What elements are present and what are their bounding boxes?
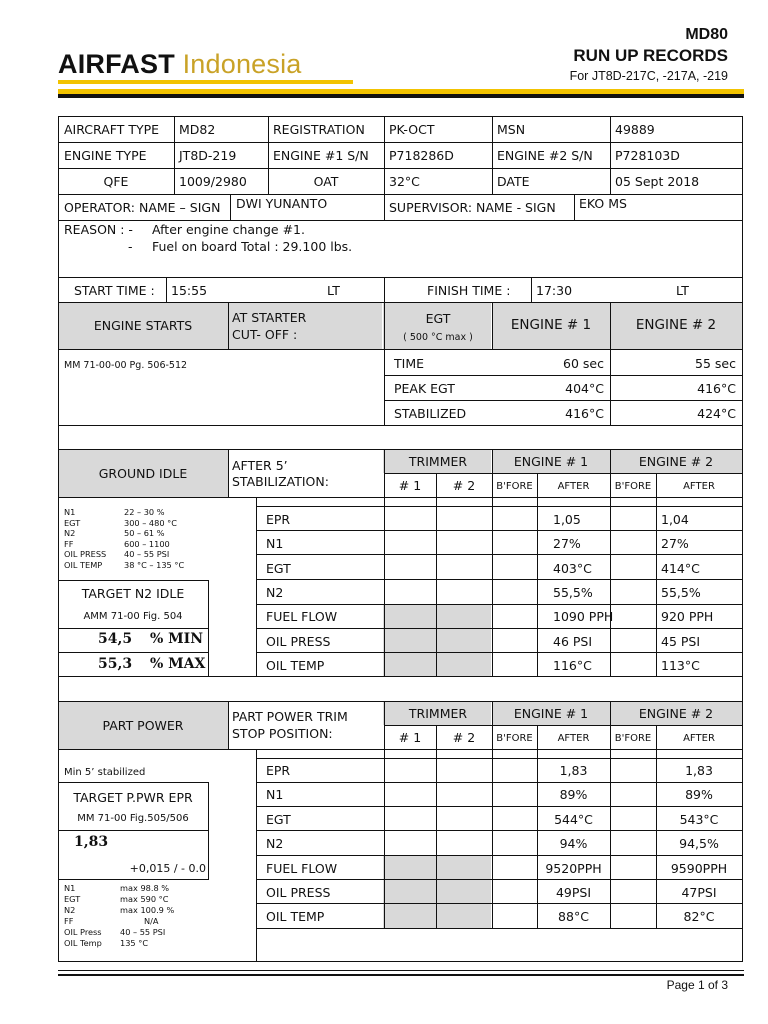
form-text: OIL Press: [64, 927, 102, 937]
grid-vline: [228, 302, 229, 350]
grid-hline: [58, 830, 209, 831]
form-text: N1: [266, 787, 284, 803]
form-text: OPERATOR: NAME – SIGN: [64, 200, 221, 215]
grid-hline: [58, 782, 209, 783]
form-text: AFTER 5’: [232, 458, 288, 473]
form-text: MM 71-00-00 Pg. 506-512: [64, 360, 188, 371]
form-text: Min 5’ stabilized: [64, 767, 146, 778]
form-text: STABILIZATION:: [232, 474, 329, 489]
form-text: REGISTRATION: [273, 122, 365, 137]
form-text: 55,5%: [553, 584, 593, 600]
form-text: max 590 °C: [120, 894, 169, 904]
form-border-left: [58, 116, 59, 962]
form-text: 1090 PPH: [553, 609, 614, 625]
grid-vline: [384, 277, 385, 303]
form-text: AFTER: [557, 733, 590, 744]
grid-hline: [256, 554, 743, 555]
form-text: 27%: [661, 536, 689, 552]
form-text: B'FORE: [496, 481, 533, 492]
form-text: DATE: [497, 174, 530, 189]
form-text: ENGINE # 2: [638, 706, 714, 721]
form-text: 60 sec: [563, 356, 604, 371]
form-text: ( 500 °C max ): [403, 332, 473, 343]
form-text: OIL TEMP: [266, 657, 325, 673]
form-text: # 2: [452, 478, 476, 493]
form-text: N2: [64, 905, 76, 915]
form-text: AFTER: [683, 481, 715, 492]
form-text: N1: [64, 883, 76, 893]
grid-vline: [256, 497, 257, 677]
form-text: STABILIZED: [394, 406, 467, 421]
form-text: 116°C: [553, 657, 592, 673]
form-text: # 1: [398, 730, 422, 745]
form-text: FUEL FLOW: [266, 860, 338, 876]
grid-hline: [58, 628, 209, 629]
grid-vline: [492, 116, 493, 195]
form-text: B'FORE: [614, 733, 652, 744]
form-text: AT STARTER: [232, 310, 307, 325]
form-text: 416°C: [565, 406, 604, 421]
form-text: LT: [327, 283, 340, 298]
form-text: N1: [266, 536, 284, 552]
form-text: LT: [676, 283, 689, 298]
logo-brand-light: Indonesia: [182, 49, 302, 79]
logo-brand-bold: AIRFAST: [58, 49, 175, 79]
form-text: # 2: [452, 730, 476, 745]
form-text: After engine change #1.: [152, 222, 305, 237]
grid-vline: [228, 701, 229, 750]
grid-vline: [531, 277, 532, 303]
document-subtitle: For JT8D-217C, -217A, -219: [569, 69, 728, 83]
form-text: EGT: [64, 894, 81, 904]
form-text: 55,5%: [661, 584, 701, 600]
form-text: START TIME :: [74, 283, 155, 298]
grid-vline: [384, 116, 385, 195]
form-text: OIL PRESS: [266, 885, 331, 900]
grid-vline: [610, 116, 611, 195]
form-text: -: [128, 239, 133, 254]
form-text: ENGINE # 1: [513, 454, 589, 469]
form-text: STOP POSITION:: [232, 726, 333, 741]
grid-hline: [58, 701, 743, 702]
form-border-top: [58, 116, 743, 117]
form-text: 1,83: [74, 834, 109, 850]
form-text: ENGINE STARTS: [93, 318, 193, 333]
grid-hline: [58, 425, 743, 426]
form-text: 544°C: [554, 811, 593, 827]
form-text: 22 – 30 %: [124, 507, 165, 517]
document-title: RUN UP RECORDS: [573, 46, 728, 65]
form-text: TARGET P.PWR EPR: [73, 790, 193, 805]
form-text: 414°C: [661, 560, 700, 576]
form-text: PART POWER: [102, 718, 184, 733]
grid-hline: [58, 277, 743, 278]
form-text: AFTER: [557, 481, 590, 492]
form-text: 50 – 61 %: [124, 528, 165, 538]
form-text: 94,5%: [679, 836, 719, 852]
form-text: REASON : -: [64, 222, 133, 237]
grid-vline: [436, 725, 437, 929]
grid-hline: [256, 782, 743, 783]
form-text: OAT: [313, 174, 339, 189]
grid-vline: [174, 116, 175, 195]
grid-hline: [256, 530, 743, 531]
form-text: 49889: [615, 122, 655, 137]
form-text: 27%: [553, 536, 581, 552]
header-rule-black: [58, 94, 744, 98]
form-text: max 100.9 %: [120, 905, 175, 915]
form-text: 416°C: [697, 381, 736, 396]
form-text: 55,3: [98, 656, 133, 672]
form-text: GROUND IDLE: [98, 466, 188, 481]
form-text: OIL TEMP: [64, 559, 103, 570]
grid-vline: [166, 277, 167, 303]
form-text: 113°C: [661, 657, 700, 673]
form-text: B'FORE: [614, 481, 652, 492]
form-text: 135 °C: [120, 938, 149, 948]
form-text: PART POWER TRIM: [232, 709, 348, 724]
grid-hline: [58, 142, 743, 143]
grid-vline: [228, 449, 229, 498]
form-text: +0,015 / - 0.0: [129, 862, 206, 875]
form-text: N2: [64, 528, 76, 538]
grid-hline: [384, 473, 743, 474]
grid-vline: [208, 782, 209, 880]
form-text: % MIN: [150, 631, 204, 647]
form-text: ENGINE # 2: [635, 317, 717, 333]
form-text: 82°C: [683, 909, 715, 925]
grid-hline: [256, 579, 743, 580]
shaded-cell: [383, 855, 491, 928]
grid-hline: [256, 758, 743, 759]
form-text: 15:55: [171, 283, 208, 298]
grid-hline: [256, 604, 743, 605]
form-text: 920 PPH: [661, 609, 714, 625]
grid-hline: [384, 400, 743, 401]
form-text: 89%: [685, 787, 713, 803]
form-text: 17:30: [536, 283, 573, 298]
form-text: 1009/2980: [179, 174, 247, 189]
form-text: ENGINE TYPE: [64, 148, 147, 163]
form-text: AIRCRAFT TYPE: [64, 122, 160, 137]
form-text: AMM 71-00 Fig. 504: [83, 611, 183, 622]
form-text: 47PSI: [681, 885, 717, 900]
form-text: 46 PSI: [553, 633, 593, 649]
grid-hline: [58, 676, 743, 677]
form-text: EPR: [266, 512, 291, 527]
form-text: ENGINE #2 S/N: [497, 148, 593, 163]
form-text: B'FORE: [496, 733, 533, 744]
page-number: Page 1 of 3: [666, 978, 728, 992]
form-text: FINISH TIME :: [427, 283, 511, 298]
grid-hline: [256, 928, 743, 929]
form-text: # 1: [398, 478, 422, 493]
form-border-right: [742, 116, 743, 962]
form-text: 1,04: [661, 512, 689, 527]
grid-hline: [256, 652, 743, 653]
form-text: % MAX: [150, 656, 206, 672]
form-text: OIL Temp: [64, 938, 102, 948]
form-text: SUPERVISOR: NAME - SIGN: [389, 200, 556, 215]
form-text: 9590PPH: [670, 860, 728, 876]
grid-hline: [58, 168, 743, 169]
form-text: EGT: [266, 811, 291, 827]
grid-vline: [436, 473, 437, 677]
grid-hline: [58, 749, 743, 750]
grid-vline: [574, 194, 575, 221]
form-text: N2: [266, 584, 284, 600]
form-text: 543°C: [679, 811, 719, 827]
form-text: OIL TEMP: [266, 909, 325, 925]
form-text: N2: [266, 836, 284, 852]
grid-hline: [256, 879, 743, 880]
grid-hline: [256, 903, 743, 904]
form-text: P728103D: [615, 148, 680, 163]
grid-vline: [656, 473, 657, 677]
form-text: TRIMMER: [408, 454, 468, 469]
grid-hline: [58, 220, 743, 221]
form-text: N1: [64, 507, 76, 517]
form-text: 600 – 1100: [124, 538, 170, 549]
grid-vline: [208, 580, 209, 677]
form-text: 40 – 55 PSI: [124, 549, 170, 559]
grid-hline: [256, 806, 743, 807]
grid-hline: [58, 194, 743, 195]
form-text: 54,5: [98, 631, 133, 647]
grid-hline: [256, 628, 743, 629]
grid-vline: [256, 749, 257, 962]
form-text: 38 °C – 135 °C: [124, 559, 185, 570]
form-text: 88°C: [558, 909, 589, 925]
grid-hline: [58, 349, 743, 350]
form-text: ENGINE # 1: [513, 706, 589, 721]
form-text: 424°C: [697, 406, 736, 421]
grid-hline: [384, 375, 743, 376]
shaded-cell: [383, 604, 491, 676]
form-text: EPR: [266, 763, 291, 778]
form-text: ENGINE # 1: [510, 317, 592, 333]
grid-vline: [537, 473, 538, 677]
form-text: 1,83: [559, 763, 588, 778]
form-text: TRIMMER: [408, 706, 468, 721]
form-text: MSN: [497, 122, 526, 137]
logo-underline: [58, 80, 353, 84]
grid-vline: [384, 194, 385, 221]
form-text: FF: [64, 538, 74, 549]
form-text: ENGINE # 2: [638, 454, 714, 469]
form-text: 32°C: [389, 174, 420, 189]
footer-rule-bottom: [58, 974, 744, 976]
form-text: 9520PPH: [545, 860, 602, 876]
grid-vline: [384, 349, 385, 426]
form-text: 45 PSI: [661, 633, 701, 649]
footer-rule-top: [58, 970, 744, 971]
grid-hline: [384, 725, 743, 726]
grid-vline: [230, 194, 231, 221]
grid-hline: [58, 652, 209, 653]
grid-hline: [256, 830, 743, 831]
form-text: 55 sec: [695, 356, 736, 371]
grid-hline: [58, 497, 743, 498]
form-text: OIL PRESS: [64, 549, 107, 559]
form-text: JT8D-219: [179, 148, 237, 163]
form-text: OIL PRESS: [266, 633, 331, 649]
form-text: EKO MS: [579, 196, 627, 211]
form-text: ENGINE #1 S/N: [273, 148, 369, 163]
model-title: MD80: [685, 26, 728, 43]
form-text: EGT: [425, 311, 451, 326]
grid-hline: [256, 506, 743, 507]
form-text: 300 – 480 °C: [124, 517, 177, 528]
company-logo: [58, 49, 302, 79]
form-text: 49PSI: [555, 885, 592, 900]
form-text: MD82: [179, 122, 216, 137]
form-text: N/A: [144, 916, 159, 926]
form-text: P718286D: [389, 148, 454, 163]
form-text: FF: [64, 916, 74, 926]
form-border-bottom: [58, 961, 743, 962]
form-text: 1,05: [553, 512, 581, 527]
form-text: CUT- OFF :: [232, 327, 298, 342]
form-text: AFTER: [683, 733, 715, 744]
grid-hline: [58, 580, 209, 581]
form-text: 94%: [559, 836, 588, 852]
form-text: PK-OCT: [389, 122, 435, 137]
form-text: Fuel on board Total : 29.100 lbs.: [152, 239, 353, 254]
form-text: 89%: [559, 787, 588, 803]
form-text: QFE: [103, 174, 129, 189]
form-text: max 98.8 %: [120, 883, 170, 893]
grid-hline: [58, 302, 743, 303]
form-text: EGT: [266, 560, 291, 576]
form-text: 403°C: [553, 560, 592, 576]
form-text: PEAK EGT: [394, 381, 455, 396]
form-text: TARGET N2 IDLE: [81, 586, 185, 601]
form-text: EGT: [64, 517, 81, 528]
form-text: 05 Sept 2018: [615, 174, 700, 189]
form-text: 404°C: [565, 381, 604, 396]
form-text: MM 71-00 Fig.505/506: [77, 813, 189, 824]
form-text: FUEL FLOW: [266, 609, 338, 625]
form-text: 40 – 55 PSI: [120, 927, 166, 937]
grid-hline: [58, 879, 209, 880]
grid-hline: [58, 449, 743, 450]
grid-hline: [256, 855, 743, 856]
form-text: TIME: [394, 356, 425, 371]
form-text: 1,83: [685, 763, 713, 778]
form-text: DWI YUNANTO: [236, 196, 328, 211]
